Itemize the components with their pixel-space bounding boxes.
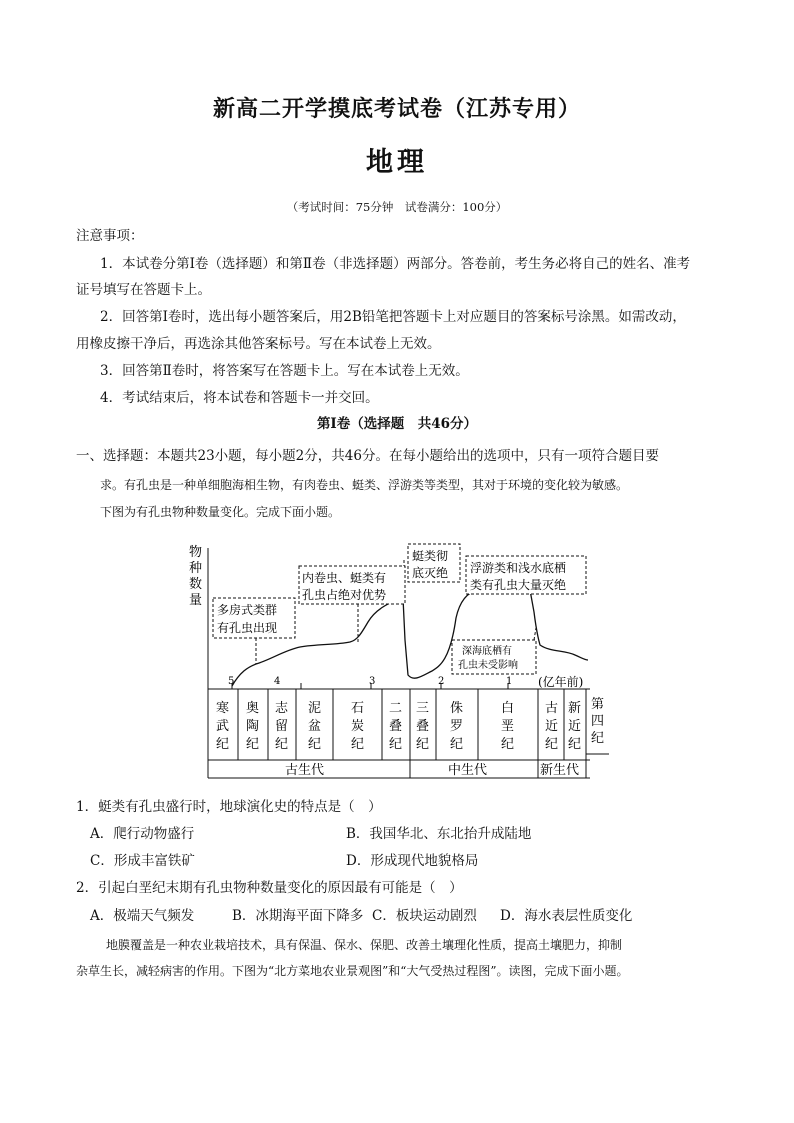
era-paleozoic: 古生代 (285, 763, 325, 778)
callout-a-line-1: 多房式类群 (217, 603, 278, 617)
period-silurian: 纪 (275, 737, 289, 752)
period-ordovician: 纪 (246, 737, 260, 752)
callout-e-line-2: 孔虫未受影响 (458, 660, 518, 671)
x-unit-label: (亿年前) (538, 675, 584, 689)
period-paleogene: 古 (545, 701, 559, 716)
notice-item-2-line-2: 用橡皮擦干净后，再选涂其他答案标号。写在本试卷上无效。 (76, 336, 441, 352)
period-devonian: 泥 (308, 701, 322, 716)
tick-label: 2 (438, 676, 445, 687)
notice-heading: 注意事项： (76, 228, 144, 244)
callout-c-line-2: 底灭绝 (412, 566, 449, 580)
passage-2-line-1: 地膜覆盖是一种农业栽培技术，具有保温、保水、保肥、改善土壤理化性质，提高土壤肥力，抑制 (106, 938, 623, 952)
notice-item-3: 3．回答第Ⅱ卷时，将答案写在答题卡上。写在本试卷上无效。 (100, 363, 469, 379)
period-permian: 叠 (389, 719, 403, 734)
period-triassic: 三 (416, 701, 430, 716)
callout-c-line-1: 蜓类彻 (412, 549, 449, 563)
period-carboniferous: 石 (351, 701, 365, 716)
period-carboniferous: 纪 (351, 737, 365, 752)
period-cambrian: 纪 (216, 737, 230, 752)
notice-item-1-line-1: 1．本试卷分第Ⅰ卷（选择题）和第Ⅱ卷（非选择题）两部分。答卷前，考生务必将自己的姓名、准考 (100, 256, 691, 272)
callout-a-line-2: 有孔虫出现 (217, 621, 278, 635)
period-paleogene: 近 (545, 719, 559, 734)
period-devonian: 盆 (308, 719, 322, 734)
period-triassic: 纪 (416, 737, 430, 752)
question-1-option-c: C．形成丰富铁矿 (90, 853, 195, 869)
period-silurian: 志 (275, 701, 289, 716)
period-neogene: 近 (568, 719, 582, 734)
y-axis-label-char: 物 (189, 545, 203, 560)
question-1-stem: 1．蜓类有孔虫盛行时，地球演化史的特点是（ ） (76, 799, 382, 815)
question-1-option-d: D．形成现代地貌格局 (346, 853, 479, 869)
foraminifera-chart (180, 530, 620, 785)
callout-b-line-2: 孔虫占绝对优势 (302, 588, 387, 602)
section-intro-line-2: 求。有孔虫是一种单细胞海相生物，有肉卷虫、蜓类、浮游类等类型，其对于环境的变化较为敏感。 (100, 478, 629, 492)
callout-d-line-2: 类有孔虫大量灭绝 (470, 578, 567, 592)
subject-title: 地理 (366, 147, 428, 178)
period-cretaceous: 垩 (501, 719, 515, 734)
period-ordovician: 陶 (246, 719, 260, 734)
period-triassic: 叠 (416, 719, 430, 734)
y-axis-label-char: 数 (189, 577, 203, 592)
period-cambrian: 寒 (216, 701, 230, 716)
period-devonian: 纪 (308, 737, 322, 752)
passage-2-line-2: 杂草生长，减轻病害的作用。下图为“北方菜地农业景观图”和“大气受热过程图”。读图，完成下面小题。 (76, 964, 629, 978)
period-quaternary: 四 (591, 714, 605, 729)
notice-item-4: 4．考试结束后，将本试卷和答题卡一并交回。 (100, 390, 379, 406)
period-jurassic: 侏 (450, 701, 464, 716)
question-2-option-b: B．冰期海平面下降多 (232, 908, 364, 924)
section-heading: 第Ⅰ卷（选择题 共46分） (316, 416, 478, 432)
tick-label: 4 (274, 676, 281, 687)
period-permian: 纪 (389, 737, 403, 752)
era-mesozoic: 中生代 (448, 763, 488, 778)
era-cenozoic: 新生代 (540, 763, 580, 778)
question-2-stem: 2．引起白垩纪末期有孔虫物种数量变化的原因最有可能是（ ） (76, 880, 463, 896)
section-intro-line-3: 下图为有孔虫物种数量变化。完成下面小题。 (100, 505, 341, 519)
question-2-option-c: C．板块运动剧烈 (372, 908, 477, 924)
period-jurassic: 纪 (450, 737, 464, 752)
question-1-option-a: A．爬行动物盛行 (90, 826, 195, 842)
y-axis-label-char: 种 (189, 561, 203, 576)
section-intro-line-1: 一、选择题：本题共23小题，每小题2分，共46分。在每小题给出的选项中，只有一项符合题目要 (76, 448, 659, 464)
callout-d-line-1: 浮游类和浅水底栖 (470, 561, 567, 575)
period-silurian: 留 (275, 719, 289, 734)
period-quaternary: 第 (591, 697, 605, 712)
period-ordovician: 奥 (246, 701, 260, 716)
period-paleogene: 纪 (545, 737, 559, 752)
question-1-option-b: B．我国华北、东北抬升成陆地 (346, 826, 532, 842)
tick-label: 1 (506, 676, 513, 687)
period-cretaceous: 白 (501, 701, 515, 716)
period-neogene: 新 (568, 701, 582, 716)
callout-e-line-1: 深海底栖有 (462, 646, 512, 657)
y-axis-label-char: 量 (189, 593, 203, 608)
period-cretaceous: 纪 (501, 737, 515, 752)
exam-info: （考试时间：75分钟 试卷满分：100分） (286, 200, 508, 214)
period-carboniferous: 炭 (351, 719, 365, 734)
question-2-option-d: D．海水表层性质变化 (500, 908, 633, 924)
period-neogene: 纪 (568, 737, 582, 752)
callout-b-line-1: 内卷虫、蜓类有 (302, 571, 387, 585)
tick-label: 3 (369, 676, 376, 687)
question-2-option-a: A．极端天气频发 (90, 908, 195, 924)
tick-label: 5 (228, 676, 235, 687)
period-jurassic: 罗 (450, 719, 464, 734)
period-cambrian: 武 (216, 719, 230, 734)
notice-item-1-line-2: 证号填写在答题卡上。 (76, 282, 211, 298)
exam-title: 新高二开学摸底考试卷（江苏专用） (212, 96, 581, 122)
notice-item-2-line-1: 2．回答第Ⅰ卷时，选出每小题答案后，用2B铅笔把答题卡上对应题目的答案标号涂黑。如需改动， (100, 309, 686, 325)
period-permian: 二 (389, 701, 403, 716)
period-quaternary: 纪 (591, 731, 605, 746)
